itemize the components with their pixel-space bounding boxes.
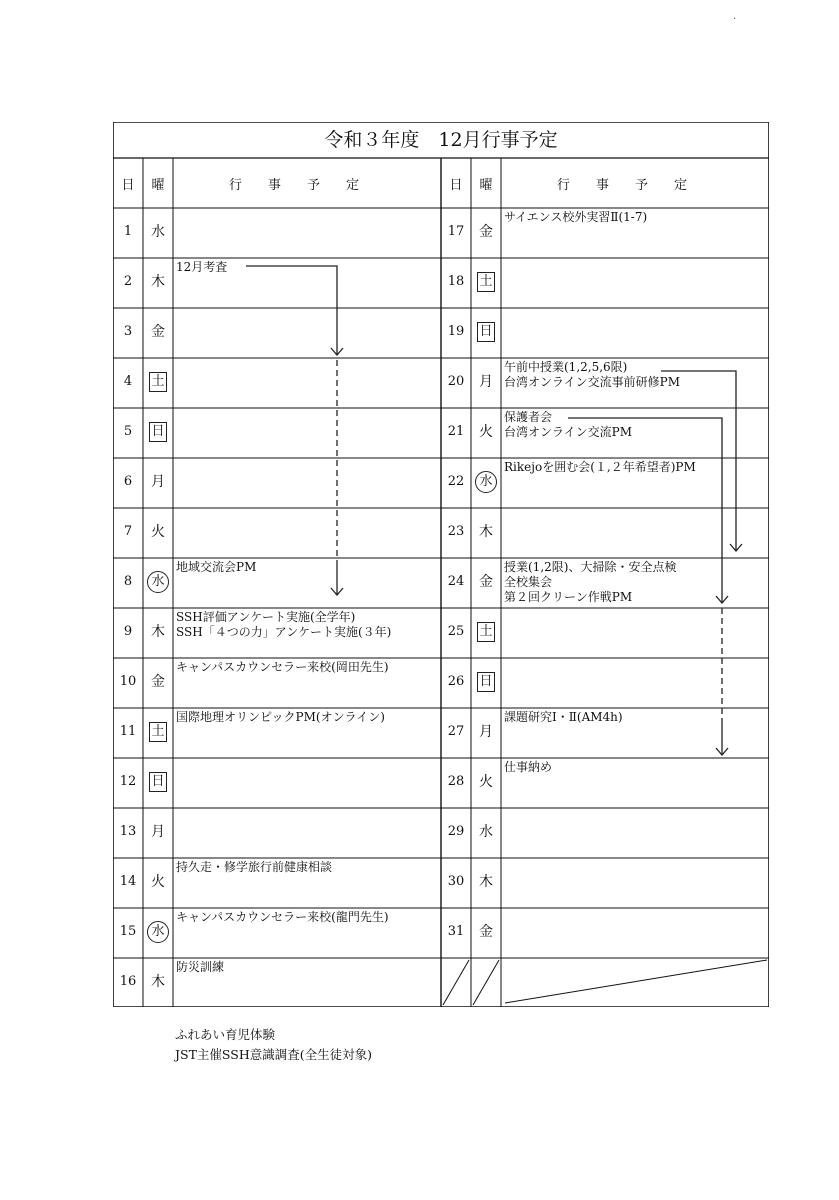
event-line: 全校集会	[504, 575, 553, 589]
event-line: 午前中授業(1,2,5,6限)	[504, 360, 628, 374]
day-number: 6	[123, 474, 133, 489]
weekday	[143, 958, 173, 1008]
weekend-boxed-day: 土	[477, 272, 495, 292]
header-weekday-left: 曜	[151, 178, 165, 193]
day-number: 8	[123, 574, 133, 589]
weekday	[143, 408, 173, 458]
event-cell	[173, 610, 440, 658]
day-number: 1	[123, 224, 133, 239]
weekday-label: 金	[479, 924, 493, 940]
event-cell	[173, 310, 440, 358]
weekday	[143, 758, 173, 808]
day-number: 12	[119, 774, 137, 789]
event-cell	[173, 460, 440, 508]
event-cell	[173, 660, 440, 708]
event-cell	[173, 410, 440, 458]
event-cell	[501, 210, 768, 258]
weekday-label: 火	[479, 424, 493, 440]
weekday-label: 木	[151, 624, 165, 640]
weekday	[471, 808, 501, 858]
day-number: 7	[123, 524, 133, 539]
event-line: 第２回クリーン作戦PM	[504, 590, 633, 604]
header-weekday-right: 曜	[479, 178, 493, 193]
schedule-sheet	[113, 122, 769, 1007]
day-number: 13	[119, 824, 137, 839]
weekday	[143, 258, 173, 308]
header-day-left: 日	[121, 178, 135, 193]
day-number: 2	[123, 274, 133, 289]
day-number: 14	[119, 874, 137, 889]
weekday-label: 月	[479, 374, 493, 390]
event-cell	[501, 460, 768, 508]
day-number: 27	[447, 724, 465, 739]
weekday-label: 火	[151, 874, 165, 890]
weekday	[471, 208, 501, 258]
weekday	[143, 808, 173, 858]
event-cell	[173, 910, 440, 958]
circled-weekday: 水	[475, 471, 497, 493]
event-cell	[501, 810, 768, 858]
event-cell	[173, 810, 440, 858]
note-line: ふれあい育児体験	[175, 1027, 276, 1042]
event-line: SSH「４つの力」アンケート実施(３年)	[176, 625, 392, 639]
event-cell	[173, 960, 440, 1008]
scan-speck: ·	[733, 14, 737, 25]
weekday-label: 金	[151, 324, 165, 340]
day-number: 30	[447, 874, 465, 889]
weekday	[471, 858, 501, 908]
weekday-label: 木	[479, 524, 493, 540]
day-number: 26	[447, 674, 465, 689]
weekday-label: 金	[479, 574, 493, 590]
weekday-label: 月	[151, 474, 165, 490]
event-cell	[501, 910, 768, 958]
weekday	[471, 758, 501, 808]
weekday-label: 金	[479, 224, 493, 240]
day-number: 19	[447, 324, 465, 339]
event-cell	[501, 860, 768, 908]
event-cell	[501, 410, 768, 458]
event-line: 持久走・修学旅行前健康相談	[176, 860, 333, 874]
day-number: 11	[119, 724, 137, 739]
weekday	[143, 308, 173, 358]
event-cell	[173, 760, 440, 808]
event-cell	[173, 560, 440, 608]
event-cell	[173, 360, 440, 408]
weekday	[143, 908, 173, 958]
event-line: Rikejoを囲む会(１,２年希望者)PM	[504, 460, 696, 474]
day-number: 3	[123, 324, 133, 339]
event-line: 防災訓練	[176, 960, 225, 974]
weekday-label: 金	[151, 674, 165, 690]
day-number: 5	[123, 424, 133, 439]
empty-cell-slash	[505, 960, 767, 1003]
day-number: 21	[447, 424, 465, 439]
weekday	[143, 708, 173, 758]
event-cell	[173, 260, 440, 308]
event-cell	[501, 610, 768, 658]
weekday	[471, 408, 501, 458]
day-number: 31	[447, 924, 465, 939]
weekday	[471, 308, 501, 358]
event-line: 仕事納め	[504, 760, 553, 774]
event-line: SSH評価アンケート実施(全学年)	[176, 610, 356, 624]
event-line: キャンパスカウンセラー来校(龍門先生)	[176, 910, 389, 924]
weekend-boxed-day: 土	[149, 372, 167, 392]
weekday-label: 木	[151, 974, 165, 990]
weekday-label: 水	[151, 224, 165, 240]
weekend-boxed-day: 土	[149, 722, 167, 742]
event-line: サイエンス校外実習Ⅱ(1-7)	[504, 210, 648, 224]
weekday	[471, 608, 501, 658]
day-number: 4	[123, 374, 133, 389]
weekday	[471, 558, 501, 608]
empty-cell-slash	[443, 960, 469, 1005]
day-number: 9	[123, 624, 133, 639]
weekday	[471, 508, 501, 558]
event-cell	[501, 760, 768, 808]
circled-weekday: 水	[147, 921, 169, 943]
weekday-label: 木	[479, 874, 493, 890]
event-cell	[173, 710, 440, 758]
event-cell	[173, 860, 440, 908]
event-cell	[501, 360, 768, 408]
event-line: 保護者会	[504, 410, 553, 424]
event-line: 12月考査	[176, 260, 228, 274]
weekday	[471, 708, 501, 758]
weekday-label: 月	[479, 724, 493, 740]
weekend-boxed-day: 日	[149, 422, 167, 442]
event-line: 台湾オンライン交流PM	[504, 425, 633, 439]
day-number: 25	[447, 624, 465, 639]
header-day-right: 日	[449, 178, 463, 193]
event-cell	[501, 710, 768, 758]
day-number: 28	[447, 774, 465, 789]
weekday	[471, 908, 501, 958]
circled-weekday: 水	[147, 571, 169, 593]
event-cell	[501, 560, 768, 608]
day-number: 16	[119, 974, 137, 989]
weekday	[143, 358, 173, 408]
event-line: 課題研究Ⅰ・Ⅱ(AM4h)	[504, 710, 623, 724]
weekday	[471, 358, 501, 408]
weekend-boxed-day: 日	[477, 322, 495, 342]
weekday	[143, 858, 173, 908]
day-number: 20	[447, 374, 465, 389]
weekday-label: 月	[151, 824, 165, 840]
weekday	[471, 658, 501, 708]
event-cell	[501, 510, 768, 558]
weekend-boxed-day: 日	[477, 672, 495, 692]
weekday	[471, 258, 501, 308]
weekday	[143, 558, 173, 608]
day-number: 29	[447, 824, 465, 839]
weekday	[471, 458, 501, 508]
footer-notes	[175, 1025, 372, 1065]
weekend-boxed-day: 土	[477, 622, 495, 642]
event-line: 地域交流会PM	[176, 560, 257, 574]
day-number: 10	[119, 674, 137, 689]
weekday-label: 木	[151, 274, 165, 290]
empty-cell-slash	[473, 960, 499, 1005]
day-number: 17	[447, 224, 465, 239]
weekend-boxed-day: 日	[149, 772, 167, 792]
day-number: 15	[119, 924, 137, 939]
page-title: 令和３年度 12月行事予定	[324, 129, 558, 151]
event-cell	[173, 510, 440, 558]
event-line: 台湾オンライン交流事前研修PM	[504, 375, 681, 389]
event-cell	[501, 260, 768, 308]
day-number: 18	[447, 274, 465, 289]
weekday	[143, 658, 173, 708]
day-number: 24	[447, 574, 465, 589]
event-cell	[173, 210, 440, 258]
weekday	[143, 208, 173, 258]
header-events-right: 行事予定	[556, 178, 713, 193]
event-cell	[501, 660, 768, 708]
note-line: JST主催SSH意識調査(全生徒対象)	[175, 1047, 372, 1062]
event-line: 授業(1,2限)、大掃除・安全点検	[504, 560, 677, 574]
event-line: 国際地理オリンピックPM(オンライン)	[176, 710, 385, 724]
weekday	[143, 508, 173, 558]
weekday	[143, 608, 173, 658]
weekday-label: 水	[479, 824, 493, 840]
weekday-label: 火	[151, 524, 165, 540]
day-number: 23	[447, 524, 465, 539]
weekday	[143, 458, 173, 508]
header-events-left: 行事予定	[228, 178, 385, 193]
event-line: キャンパスカウンセラー来校(岡田先生)	[176, 660, 389, 674]
event-cell	[501, 310, 768, 358]
day-number: 22	[447, 474, 465, 489]
weekday-label: 火	[479, 774, 493, 790]
